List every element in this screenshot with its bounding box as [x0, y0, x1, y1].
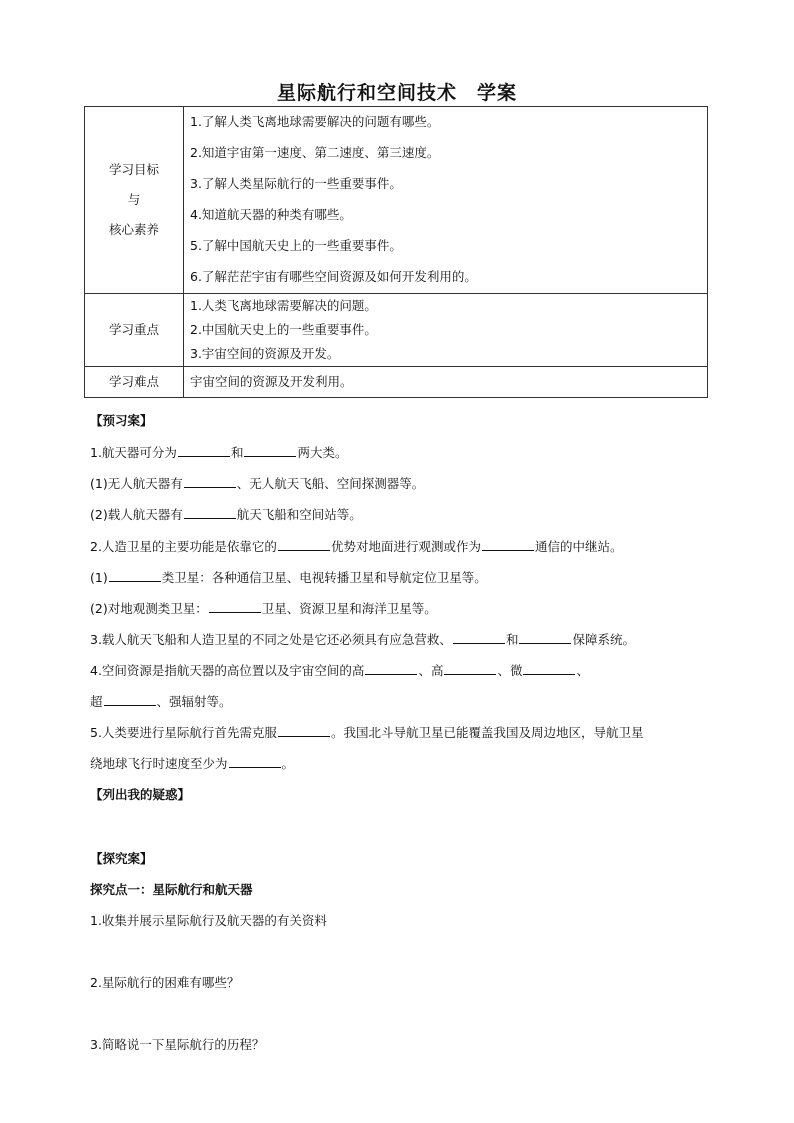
answer-blank[interactable]	[482, 538, 534, 551]
goals-label-cell	[85, 107, 184, 294]
answer-blank[interactable]	[109, 569, 161, 582]
explore-item: 2.星际航行的困难有哪些？	[90, 975, 240, 990]
question-5-continued: 绕地球飞行时速度至少为 。	[90, 756, 295, 771]
answer-blank[interactable]	[209, 600, 261, 613]
question-1-2: (2)载人航天器有 航天飞船和空间站等。	[90, 507, 362, 522]
doubts-heading: 【列出我的疑惑】	[90, 787, 191, 802]
goal-item: 6.了解茫茫宇宙有哪些空间资源及如何开发利用的。	[190, 269, 477, 285]
question-2: 2.人造卫星的主要功能是依靠它的 优势对地面进行观测或作为 通信的中继站。	[90, 539, 623, 554]
answer-blank[interactable]	[365, 662, 417, 675]
answer-blank[interactable]	[229, 755, 281, 768]
goals-label-line: 学习目标	[108, 162, 159, 177]
goals-label-line: 核心素养	[108, 222, 159, 237]
answer-blank[interactable]	[104, 693, 156, 706]
answer-blank[interactable]	[278, 538, 330, 551]
question-2-1: (1) 类卫星：各种通信卫星、电视转播卫星和导航定位卫星等。	[90, 570, 487, 585]
focus-item: 1.人类飞离地球需要解决的问题。	[190, 297, 377, 313]
answer-blank[interactable]	[523, 662, 575, 675]
goal-item: 3.了解人类星际航行的一些重要事件。	[190, 176, 402, 192]
goal-item: 2.知道宇宙第一速度、第二速度、第三速度。	[190, 145, 440, 161]
goal-item: 4.知道航天器的种类有哪些。	[190, 207, 352, 223]
focus-content-cell	[184, 294, 708, 367]
preview-heading: 【预习案】	[90, 413, 153, 428]
goals-content-cell	[184, 107, 708, 294]
explore-point-title: 探究点一：星际航行和航天器	[90, 882, 253, 897]
difficulty-item: 宇宙空间的资源及开发利用。	[190, 373, 353, 389]
answer-blank[interactable]	[184, 475, 236, 488]
question-4-continued: 超 、强辐射等。	[90, 694, 232, 709]
page-title: 星际航行和空间技术 学案	[276, 82, 517, 104]
focus-item: 2.中国航天史上的一些重要事件。	[190, 321, 377, 337]
answer-blank[interactable]	[244, 444, 296, 457]
table-row-focus	[85, 294, 708, 367]
learning-objectives-table	[84, 106, 708, 398]
difficulty-content-cell	[184, 367, 708, 398]
question-3: 3.载人航天飞船和人造卫星的不同之处是它还必须具有应急营救、 和 保障系统。	[90, 632, 635, 647]
goals-label-line: 与	[127, 192, 141, 207]
goal-item: 1.了解人类飞离地球需要解决的问题有哪些。	[190, 114, 440, 130]
explore-item: 1.收集并展示星际航行及航天器的有关资料	[90, 913, 327, 928]
explore-item: 3.简略说一下星际航行的历程？	[90, 1037, 265, 1052]
question-1-1: (1)无人航天器有 、无人航天飞船、空间探测器等。	[90, 476, 425, 491]
question-4: 4.空间资源是指航天器的高位置以及宇宙空间的高 、高 、微 、	[90, 663, 589, 678]
answer-blank[interactable]	[178, 444, 230, 457]
answer-blank[interactable]	[519, 631, 571, 644]
question-1: 1.航天器可分为 和 两大类。	[90, 445, 348, 460]
answer-blank[interactable]	[184, 506, 236, 519]
answer-blank[interactable]	[444, 662, 496, 675]
difficulty-label-cell: 学习难点	[85, 367, 184, 398]
answer-blank[interactable]	[278, 724, 330, 737]
focus-item: 3.宇宙空间的资源及开发。	[190, 345, 340, 361]
table-row-goals	[85, 107, 708, 294]
question-5: 5.人类要进行星际航行首先需克服 。我国北斗导航卫星已能覆盖我国及周边地区，导航卫星	[90, 725, 644, 740]
goal-item: 5.了解中国航天史上的一些重要事件。	[190, 238, 402, 254]
explore-heading: 【探究案】	[90, 851, 153, 866]
answer-blank[interactable]	[453, 631, 505, 644]
table-row-difficulty	[85, 367, 708, 398]
focus-label-cell: 学习重点	[85, 294, 184, 367]
question-2-2: (2)对地观测类卫星： 卫星、资源卫星和海洋卫星等。	[90, 601, 437, 616]
